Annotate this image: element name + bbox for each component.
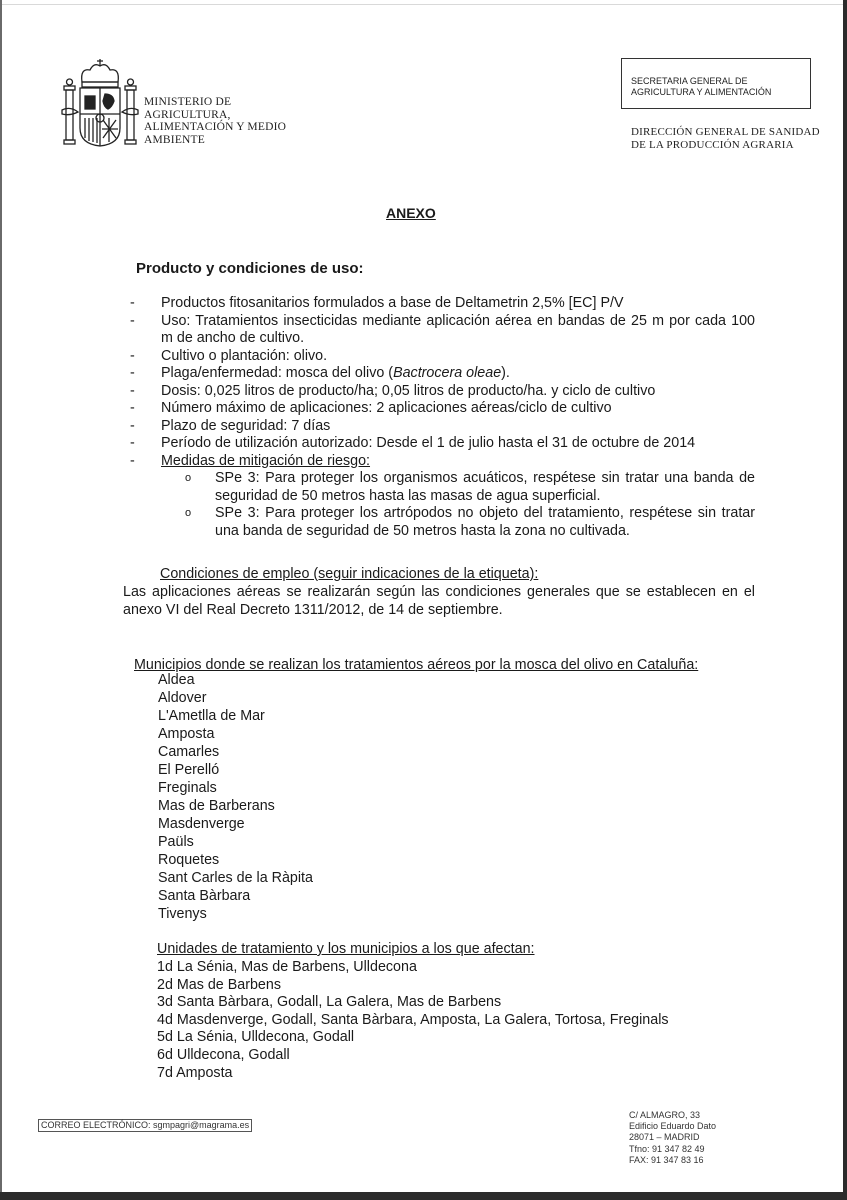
unit-item: 5d La Sénia, Ulldecona, Godall	[157, 1029, 355, 1046]
list-item-text: Número máximo de aplicaciones: 2 aplicaciones aéreas/ciclo de cultivo	[161, 400, 612, 416]
municipality-item: Amposta	[158, 726, 215, 742]
list-item: - Plazo de seguridad: 7 días	[130, 418, 755, 436]
direccion-line: DE LA PRODUCCIÓN AGRARIA	[631, 139, 794, 151]
conditions-text: Las aplicaciones aéreas se realizarán según las condiciones generales que se establecen en el anexo VI del Real Decreto 1311/2012, de 14 de septiembre.	[123, 584, 755, 618]
unit-item: 6d Ulldecona, Godall	[157, 1046, 290, 1063]
municipality-item: El Perelló	[158, 762, 220, 778]
list-item: - Período de utilización autorizado: Desde el 1 de julio hasta el 31 de octubre de 2014	[130, 435, 755, 453]
list-item-text: Plazo de seguridad: 7 días	[161, 417, 331, 434]
list-item-text: Uso: Tratamientos insecticidas mediante aplicación aérea en bandas de 25 m por cada 100 m de ancho de cultivo.	[161, 312, 755, 346]
list-item: - Productos fitosanitarios formulados a base de Deltametrin 2,5% [EC] P/V	[130, 295, 755, 313]
scan-edge-right	[843, 0, 847, 1200]
section-title: Producto y condiciones de uso:	[136, 260, 364, 277]
municipality-item: Camarles	[158, 744, 220, 760]
municipalities-list	[158, 671, 313, 923]
pest-suffix: ).	[501, 365, 510, 381]
ministry-line: MINISTERIO DE	[144, 96, 232, 108]
email-contact: CORREO ELECTRÓNICO: sgmpagri@magrama.es	[38, 1119, 252, 1132]
list-item-text: Período de utilización autorizado: Desde el 1 de julio hasta el 31 de octubre de 2014	[161, 435, 696, 451]
list-item: - Cultivo o plantación: olivo.	[130, 348, 755, 366]
municipality-item: Aldover	[158, 690, 207, 706]
list-item-text	[161, 365, 755, 383]
scan-edge-bottom	[0, 1192, 847, 1200]
municipality-item: Aldea	[158, 672, 195, 688]
fax-line: FAX: 91 347 83 16	[629, 1154, 704, 1165]
direccion-general	[631, 126, 820, 152]
list-item: - Medidas de mitigación de riesgo:	[130, 452, 371, 469]
address-line: C/ ALMAGRO, 33	[629, 1110, 701, 1120]
postal-address	[629, 1110, 716, 1166]
list-item-text: Dosis: 0,025 litros de producto/ha; 0,05 litros de producto/ha. y ciclo de cultivo	[161, 382, 656, 399]
conditions-list	[130, 295, 755, 540]
secretaria-line: SECRETARIA GENERAL DE	[631, 76, 748, 86]
list-item: - Dosis: 0,025 litros de producto/ha; 0,05 litros de producto/ha. y ciclo de cultivo	[130, 383, 755, 401]
pest-label: Plaga/enfermedad: mosca del olivo (	[161, 365, 394, 381]
mitigation-text: SPe 3: Para proteger los organismos acuáticos, respétese sin tratar una banda de seguridad de 50 metros hasta las masas de agua superficial.	[215, 470, 755, 504]
units-list	[157, 959, 669, 1082]
list-item-text: Productos fitosanitarios formulados a base de Deltametrin 2,5% [EC] P/V	[161, 295, 624, 311]
unit-item: 2d Mas de Barbens	[157, 976, 281, 993]
units-title: Unidades de tratamiento y los municipios a los que afectan:	[157, 941, 535, 957]
circle-bullet-icon: o	[185, 472, 192, 484]
ministry-name	[144, 96, 286, 146]
list-item: - Número máximo de aplicaciones: 2 aplicaciones aéreas/ciclo de cultivo	[130, 400, 755, 418]
municipality-item: Masdenverge	[158, 816, 245, 832]
species-name: Bactrocera oleae	[393, 365, 502, 381]
mitigation-heading: Medidas de mitigación de riesgo:	[161, 452, 371, 469]
secretaria-line: AGRICULTURA Y ALIMENTACIÓN	[631, 86, 772, 97]
unit-item: 4d Masdenverge, Godall, Santa Bàrbara, Amposta, La Galera, Tortosa, Freginals	[157, 1011, 669, 1028]
ministry-line: AMBIENTE	[144, 133, 206, 146]
municipalities-title: Municipios donde se realizan los tratamientos aéreos por la mosca del olivo en Cataluña:	[134, 657, 699, 673]
circle-bullet-icon: o	[185, 507, 192, 519]
scan-edge-top	[0, 4, 843, 5]
direccion-line: DIRECCIÓN GENERAL DE SANIDAD	[631, 126, 820, 138]
unit-item: 7d Amposta	[157, 1064, 233, 1081]
list-item: - Plaga/enfermedad: mosca del olivo (Bactrocera oleae).	[130, 365, 755, 383]
unit-item: 1d La Sénia, Mas de Barbens, Ulldecona	[157, 959, 417, 975]
mitigation-item	[185, 470, 755, 505]
conditions-title: Condiciones de empleo (seguir indicaciones de la etiqueta):	[160, 566, 539, 582]
mitigation-item	[185, 505, 755, 540]
municipality-item: Santa Bàrbara	[158, 888, 251, 904]
municipality-item: Sant Carles de la Ràpita	[158, 870, 313, 886]
municipality-item: Paüls	[158, 834, 194, 850]
document-title: ANEXO	[386, 205, 436, 221]
unit-item: 3d Santa Bàrbara, Godall, La Galera, Mas de Barbens	[157, 994, 502, 1011]
mitigation-text: SPe 3: Para proteger los artrópodos no objeto del tratamiento, respétese sin tratar una banda de seguridad de 50 metros hasta la zona no cultivada.	[215, 505, 755, 539]
ministry-line: AGRICULTURA,	[144, 108, 231, 121]
list-item: - Uso: Tratamientos insecticidas mediante aplicación aérea en bandas de 25 m por cada 100 m de ancho de cultivo.	[130, 312, 755, 346]
ministry-line: ALIMENTACIÓN Y MEDIO	[144, 121, 287, 133]
list-item-text: Cultivo o plantación: olivo.	[161, 347, 328, 364]
address-line: Edificio Eduardo Dato	[629, 1121, 717, 1132]
municipality-item: Tivenys	[158, 906, 207, 922]
secretaria-box	[621, 58, 811, 109]
coat-of-arms-icon	[60, 58, 140, 154]
municipality-item: Freginals	[158, 780, 217, 796]
municipality-item: Mas de Barberans	[158, 798, 275, 814]
municipality-item: L'Ametlla de Mar	[158, 708, 265, 724]
municipality-item: Roquetes	[158, 852, 220, 868]
phone-line: Tfno: 91 347 82 49	[629, 1143, 705, 1154]
scan-edge-left	[0, 0, 2, 1192]
address-line: 28071 – MADRID	[629, 1132, 700, 1143]
